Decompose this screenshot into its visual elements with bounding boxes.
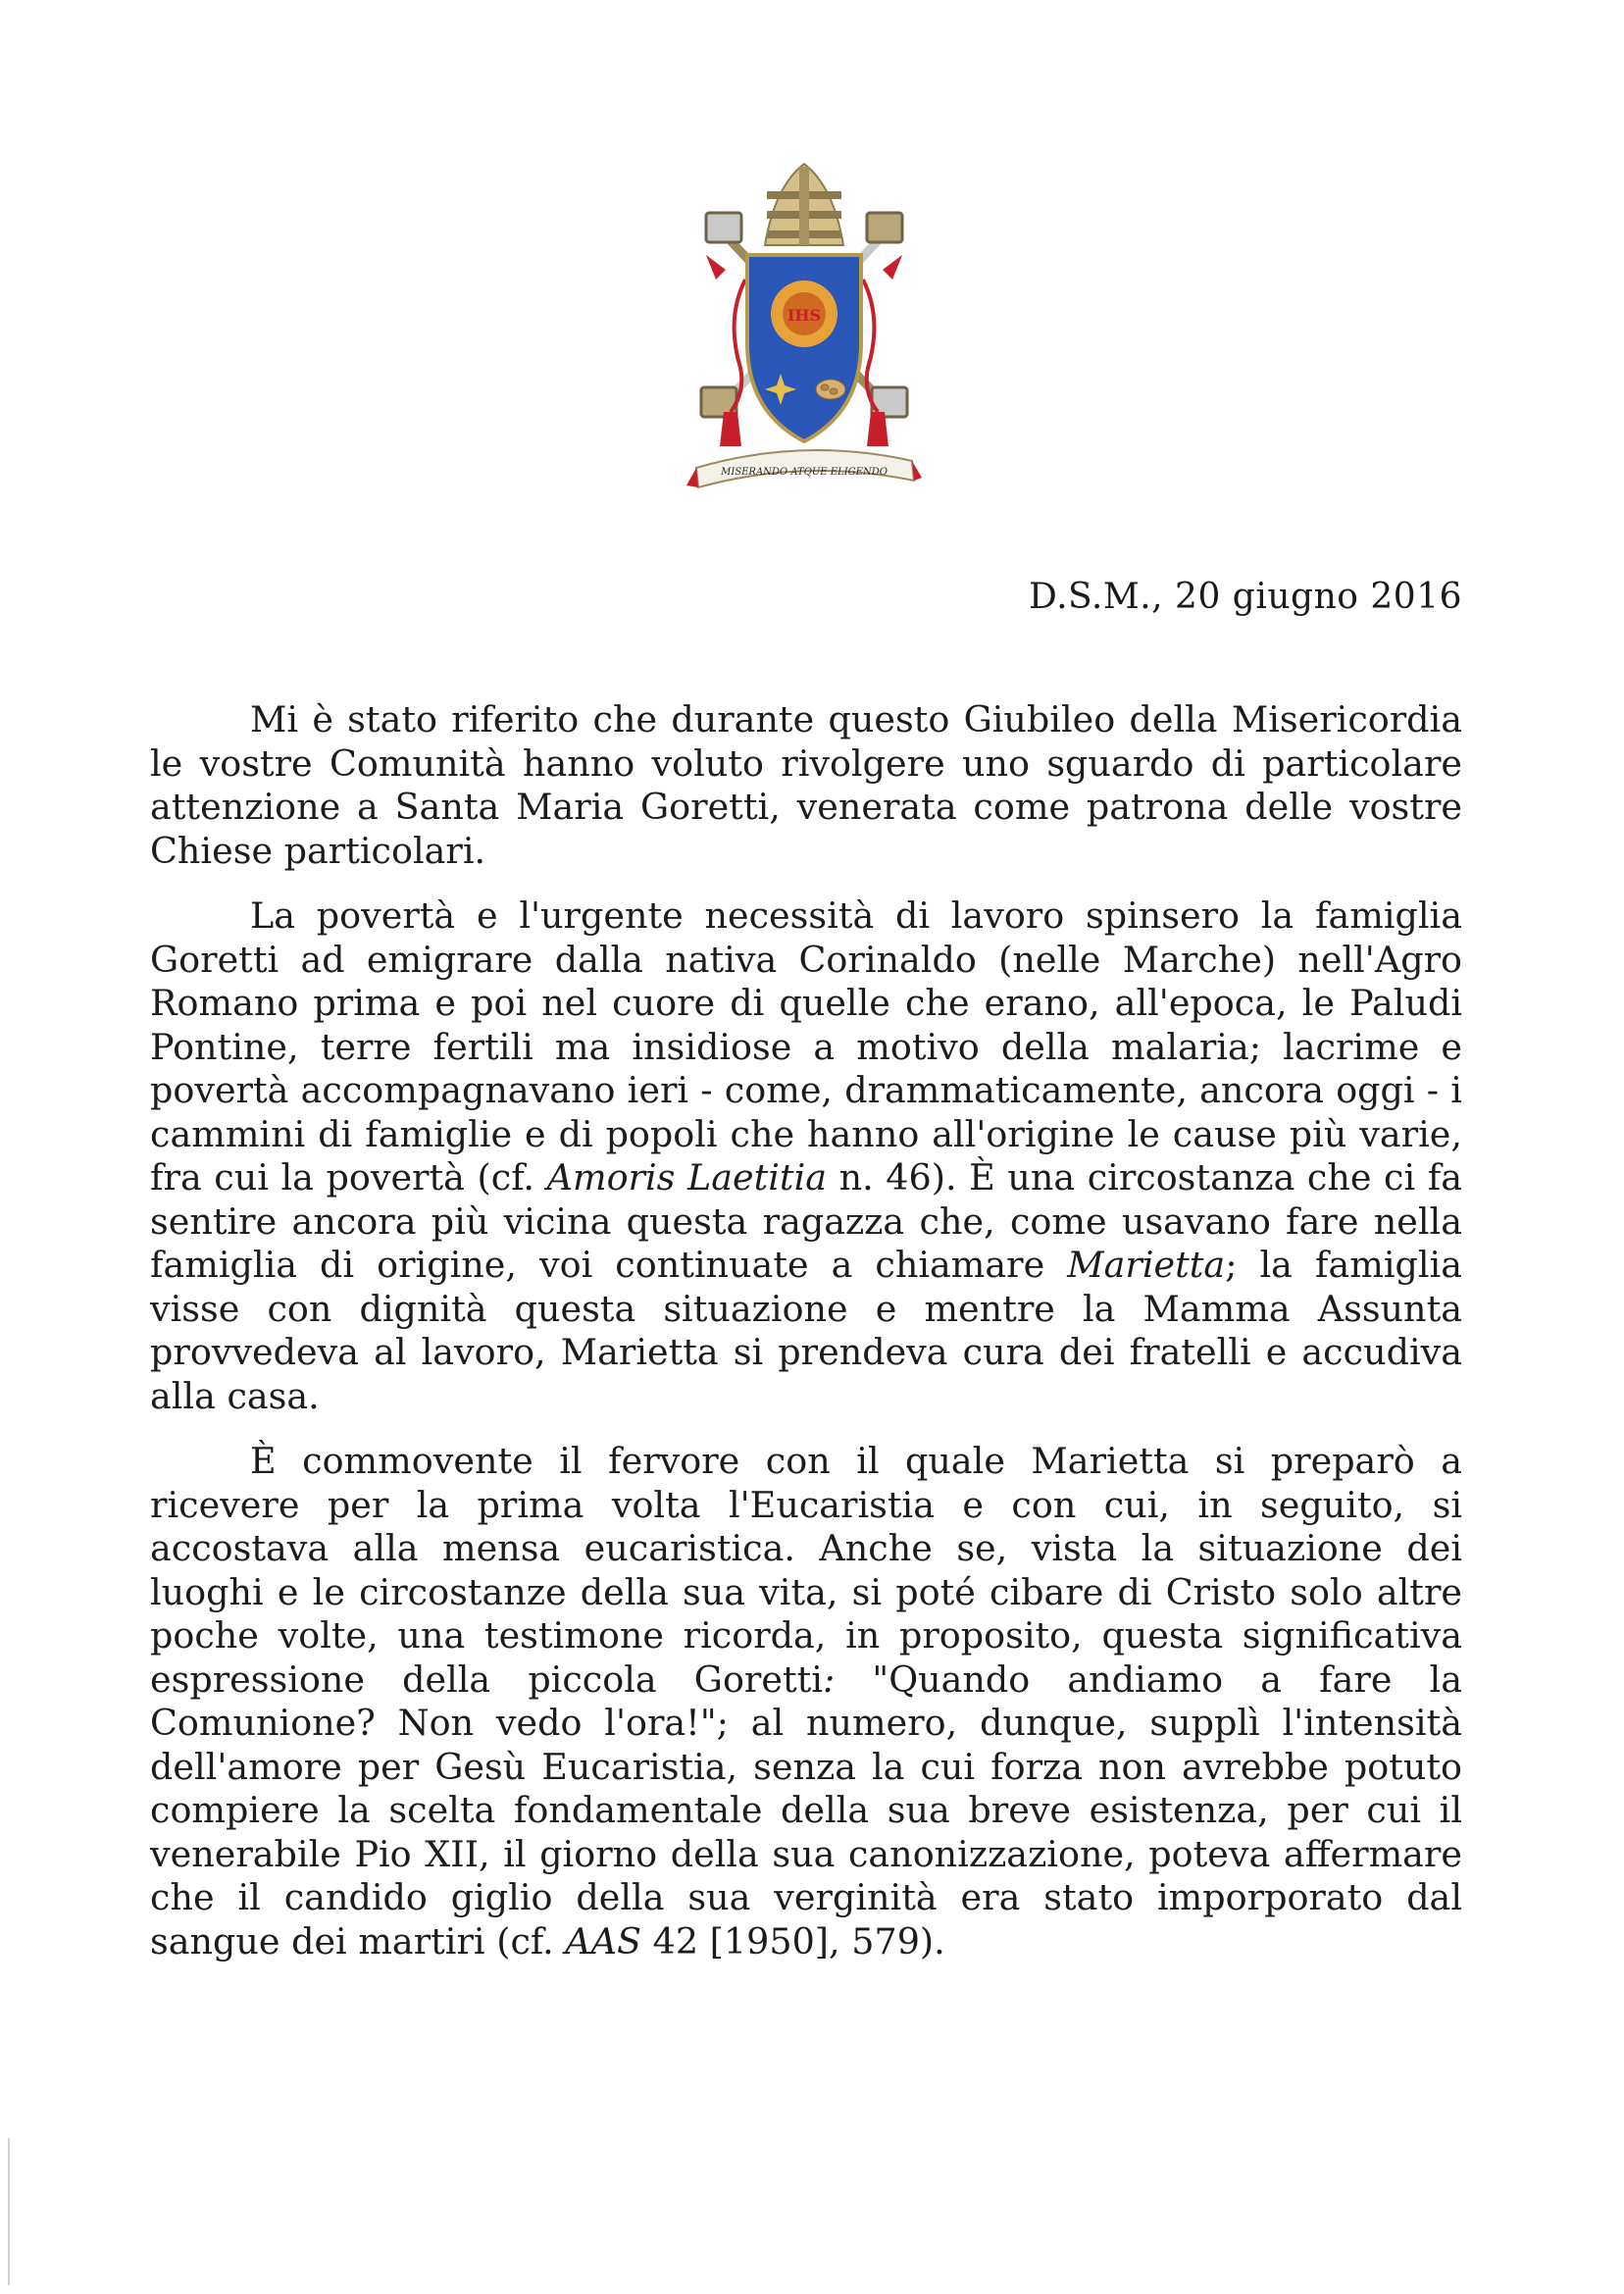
scan-margin-line: [8, 2138, 10, 2285]
paragraph-2: [150, 894, 1462, 1418]
mitre-icon: [765, 164, 843, 245]
text-segment: È commovente il fervore con il quale Marietta si preparò a ricevere per la prima volta l'Eucaristia e con cui, in seguito, si accostava alla mensa eucaristica. Anche se, vista la situazione dei luoghi e le circostanze della sua vita, si poté cibare di Cristo solo altre poche volte, una testimone ricorda, in proposito, questa significativa espressione della piccola Goretti: [150, 1440, 1462, 1701]
nard-flower-icon: [816, 380, 845, 399]
text-segment: ; la famiglia visse con dignità questa situazione e mentre la Mamma Assunta provvedeva al lavoro, Marietta si prendeva cura dei fratelli e accudiva alla casa.: [150, 1244, 1462, 1417]
sun-emblem-icon: [771, 280, 837, 347]
italic-citation: Marietta: [1067, 1244, 1226, 1286]
italic-citation: :: [822, 1657, 836, 1701]
text-segment: "Quando andiamo a fare la Comunione? Non vedo l'ora!"; al numero, dunque, supplì l'intensità dell'amore per Gesù Eucaristia, senza la cui forza non avrebbe potuto compiere la scelta fondamentale della sua breve esistenza, per cui il venerabile Pio XII, il giorno della sua canonizzazione, poteva affermare che il candido giglio della sua verginità era stato imporporato dal sangue dei martiri (cf.: [150, 1657, 1462, 1963]
motto-ribbon-icon: [686, 450, 922, 487]
motto-text: MISERANDO ATQUE ELIGENDO: [721, 467, 888, 478]
italic-citation: AAS: [565, 1919, 642, 1963]
monogram-text: IHS: [787, 306, 822, 325]
papal-coat-of-arms: [686, 162, 922, 500]
text-segment: 42 [1950], 579).: [641, 1919, 945, 1963]
paragraph-1: [150, 698, 1462, 873]
date-line: D.S.M., 20 giugno 2016: [1029, 577, 1462, 617]
text-segment: n. 46). È una circostanza che ci fa sentire ancora più vicina questa ragazza che, come usavano fare nella famiglia di origine, voi continuate a chiamare: [150, 1156, 1463, 1286]
paragraph-3: [150, 1440, 1462, 1963]
letter-body: [150, 698, 1462, 1985]
text-segment: La povertà e l'urgente necessità di lavoro spinsero la famiglia Goretti ad emigrare dalla nativa Corinaldo (nelle Marche) nell'Agro Romano prima e poi nel cuore di quelle che erano, all'epoca, le Paludi Pontine, terre fertili ma insidiose a motivo della malaria; lacrime e povertà accompagnavano ieri - come, drammaticamente, ancora oggi - i cammini di famiglie e di popoli che hanno all'origine le cause più varie, fra cui la povertà (cf.: [150, 894, 1462, 1198]
text-segment: Mi è stato riferito che durante questo Giubileo della Misericordia le vostre Comunità hanno voluto rivolgere uno sguardo di particolare attenzione a Santa Maria Goretti, venerata come patrona delle vostre Chiese particolari.: [150, 698, 1462, 872]
italic-citation: Amoris Laetitia: [546, 1156, 828, 1198]
